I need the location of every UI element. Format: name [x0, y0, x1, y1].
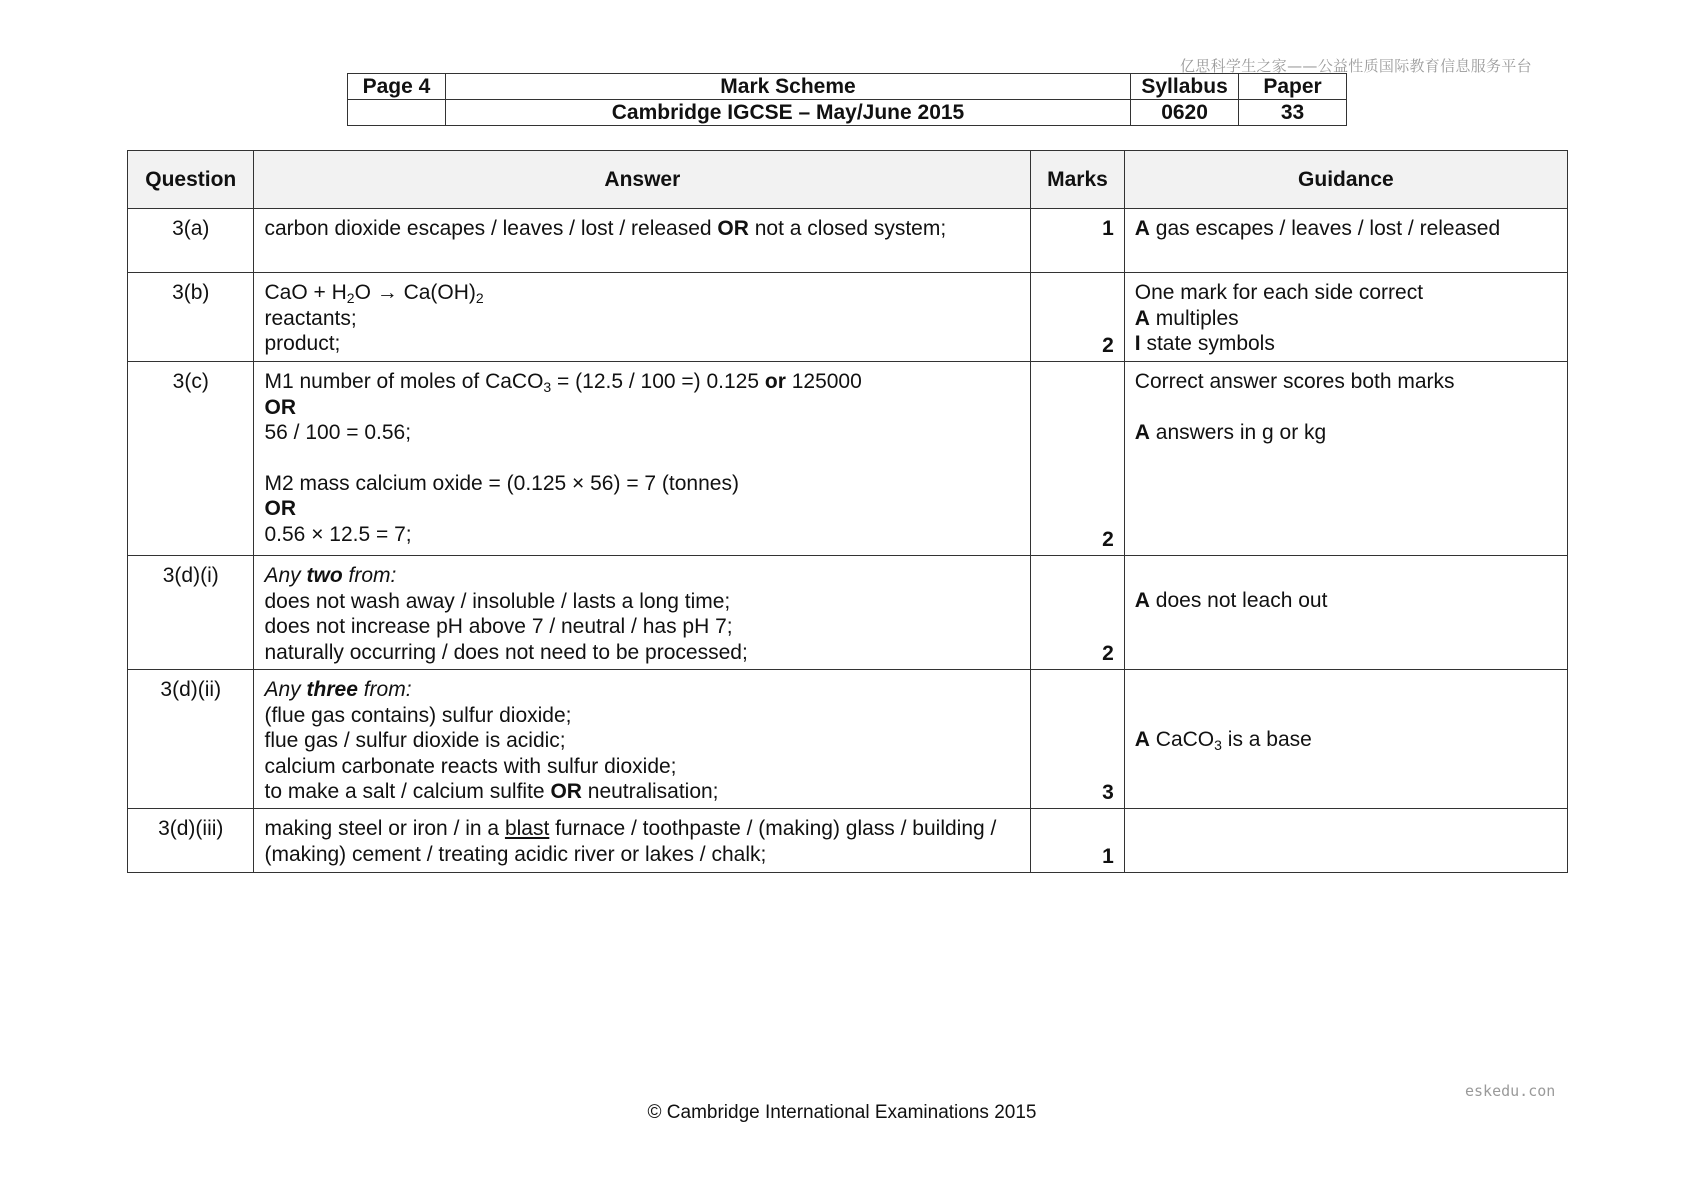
marks-cell: 2	[1031, 273, 1125, 362]
answer-cell: M1 number of moles of CaCO$_3$ = (12.5 / 100 =) 0.125 or 125000 OR 56 / 100 = 0.56; M2 mass calcium oxide = (0.125 × 56) = 7 (tonnes) OR 0.56 × 12.5 = 7;	[254, 362, 1031, 556]
question-number: 3(d)(ii)	[128, 670, 254, 809]
guidance-cell: A gas escapes / leaves / lost / released	[1124, 209, 1567, 273]
table-row	[128, 362, 1568, 556]
column-header-marks: Marks	[1031, 151, 1125, 209]
guidance-cell	[1124, 809, 1567, 873]
syllabus-label: Syllabus	[1131, 74, 1239, 100]
question-number: 3(d)(iii)	[128, 809, 254, 873]
table-row	[128, 209, 1568, 273]
marks-cell: 3	[1031, 670, 1125, 809]
mark-scheme-table	[127, 150, 1568, 873]
column-header-answer: Answer	[254, 151, 1031, 209]
table-header-row	[128, 151, 1568, 209]
table-row	[128, 670, 1568, 809]
watermark-chinese: 亿思科学生之家——公益性质国际教育信息服务平台	[1180, 57, 1532, 75]
answer-cell: CaO + $H_2O \to Ca(OH)_2$ reactants; product;	[254, 273, 1031, 362]
guidance-cell: Correct answer scores both marks A answers in g or kg	[1124, 362, 1567, 556]
marks-cell: 2	[1031, 362, 1125, 556]
question-number: 3(a)	[128, 209, 254, 273]
exam-name: Cambridge IGCSE – May/June 2015	[445, 100, 1130, 126]
marks-cell: 1	[1031, 209, 1125, 273]
document-title: Mark Scheme	[445, 74, 1130, 100]
answer-cell: making steel or iron / in a blast furnace / toothpaste / (making) glass / building / (making) cement / treating acidic river or lakes / chalk;	[254, 809, 1031, 873]
chemical-equation: CaO + $H_2O \to Ca(OH)_2$	[264, 281, 484, 306]
table-row	[128, 273, 1568, 362]
page-header-table	[347, 73, 1347, 126]
page-number-blank	[348, 100, 446, 126]
syllabus-code: 0620	[1131, 100, 1239, 126]
table-row	[128, 809, 1568, 873]
column-header-guidance: Guidance	[1124, 151, 1567, 209]
marks-cell: 1	[1031, 809, 1125, 873]
guidance-cell: A CaCO$_3$ is a base	[1124, 670, 1567, 809]
question-number: 3(d)(i)	[128, 556, 254, 670]
marks-cell: 2	[1031, 556, 1125, 670]
copyright-footer: © Cambridge International Examinations 2015	[647, 1102, 1037, 1123]
watermark-url: eskedu.con	[1465, 1082, 1556, 1100]
answer-cell: carbon dioxide escapes / leaves / lost / released OR not a closed system;	[254, 209, 1031, 273]
guidance-cell: One mark for each side correct A multiples I state symbols	[1124, 273, 1567, 362]
column-header-question: Question	[128, 151, 254, 209]
answer-cell: Any two from: does not wash away / insoluble / lasts a long time; does not increase pH above 7 / neutral / has pH 7; naturally occurring / does not need to be processed;	[254, 556, 1031, 670]
paper-label: Paper	[1239, 74, 1347, 100]
question-number: 3(b)	[128, 273, 254, 362]
page-number: Page 4	[348, 74, 446, 100]
table-row	[128, 556, 1568, 670]
guidance-cell: A does not leach out	[1124, 556, 1567, 670]
question-number: 3(c)	[128, 362, 254, 556]
paper-number: 33	[1239, 100, 1347, 126]
answer-cell: Any three from: (flue gas contains) sulfur dioxide; flue gas / sulfur dioxide is acidic; calcium carbonate reacts with sulfur dioxide; to make a salt / calcium sulfite OR neutralisation;	[254, 670, 1031, 809]
